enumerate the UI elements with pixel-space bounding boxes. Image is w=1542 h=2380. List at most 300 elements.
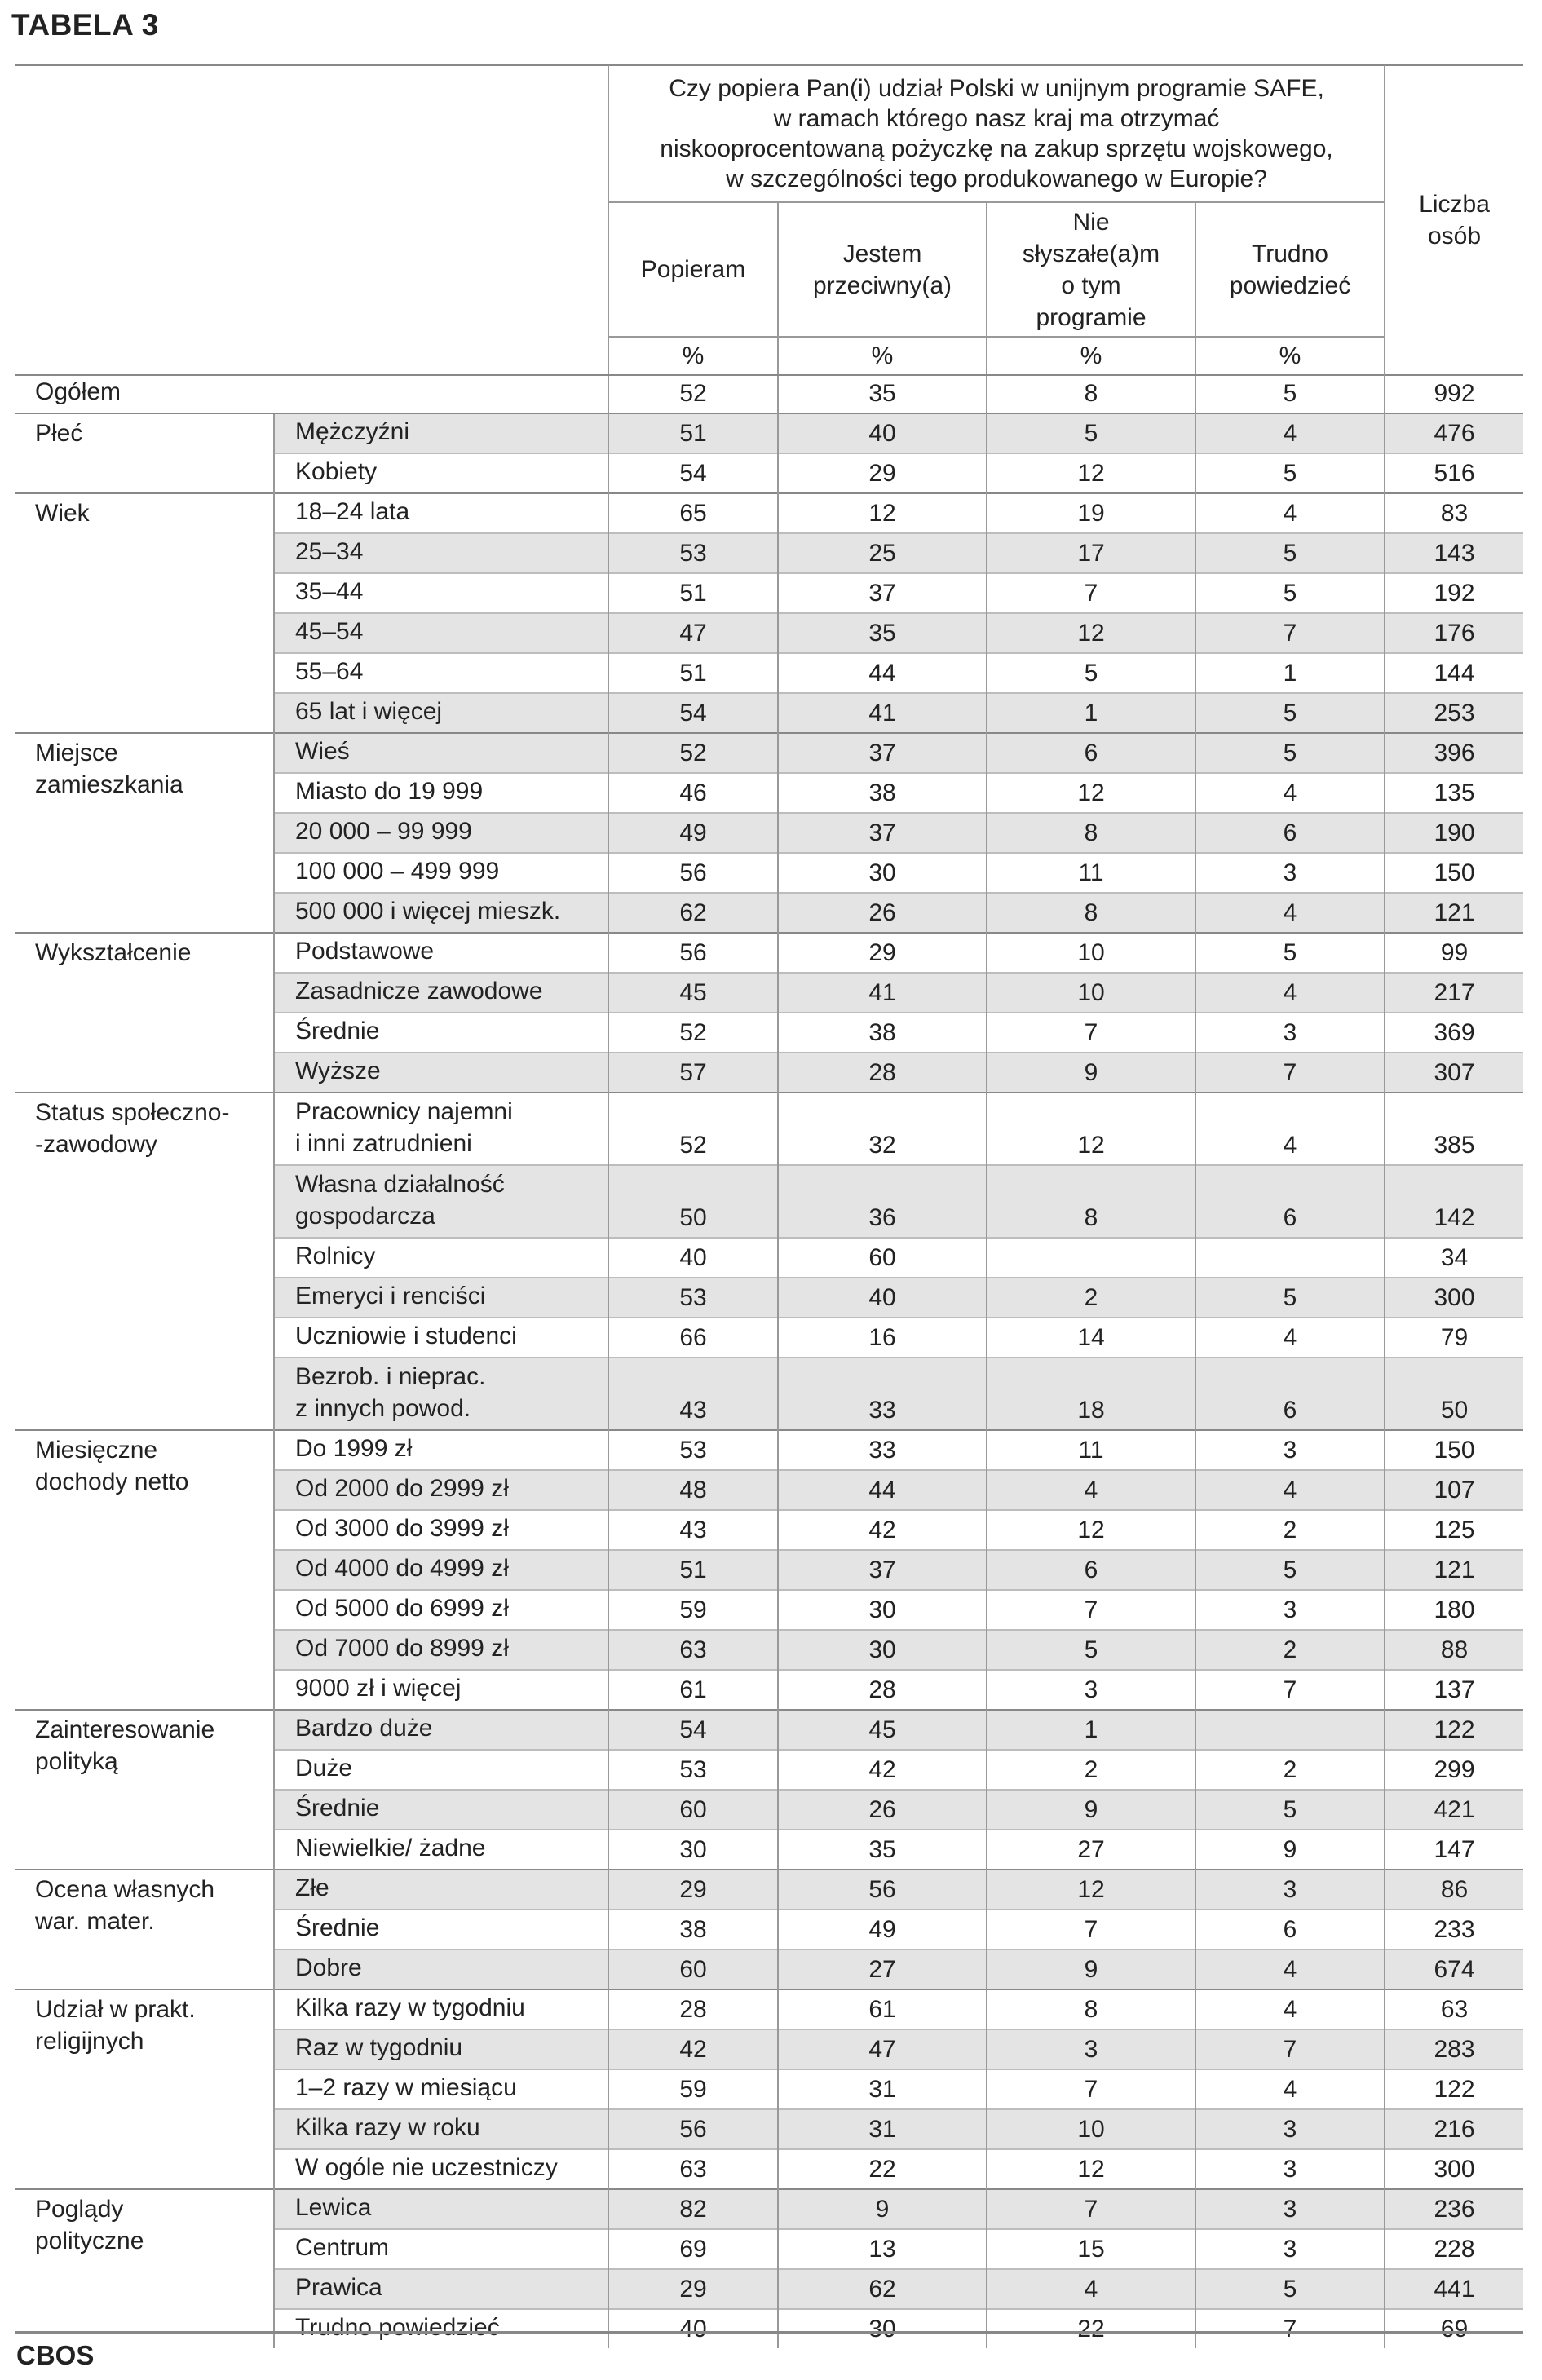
table-cell: 7: [1195, 1053, 1385, 1093]
row-label: [274, 2109, 608, 2149]
table-cell: 7: [987, 573, 1195, 613]
row-label-line: Duże: [295, 1755, 353, 1782]
row-label-line: 35–44: [295, 578, 364, 605]
row-label-line: Kilka razy w tygodniu: [295, 1994, 525, 2021]
row-label-line: Pracownicy najemni: [295, 1098, 513, 1125]
group-label-line: polityczne: [35, 2228, 144, 2254]
table-cell: 18: [987, 1358, 1195, 1430]
table-cell: 36: [778, 1165, 987, 1238]
table-cell: 233: [1385, 1910, 1523, 1949]
table-cell: 50: [608, 1165, 778, 1238]
table-cell: 54: [608, 1710, 778, 1750]
table-cell: 51: [608, 413, 778, 453]
table-cell: 50: [1385, 1358, 1523, 1430]
table-cell: 82: [608, 2189, 778, 2229]
group-label-line: zamieszkania: [35, 771, 183, 798]
row-label: [274, 813, 608, 853]
table-cell: 10: [987, 2109, 1195, 2149]
group-label-line: polityką: [35, 1748, 118, 1775]
table-cell: 283: [1385, 2029, 1523, 2069]
table-cell: 54: [608, 453, 778, 493]
table-cell: 42: [778, 1510, 987, 1550]
header-text: przeciwny(a): [812, 272, 952, 299]
row-label-line: Własna działalność: [295, 1171, 505, 1198]
table-cell: 8: [987, 1165, 1195, 1238]
group-label: [15, 1093, 274, 1430]
table-cell: [1195, 1710, 1385, 1750]
row-label: [274, 2029, 608, 2069]
table-cell: 79: [1385, 1318, 1523, 1358]
group-label: [15, 413, 274, 493]
table-cell: 29: [778, 453, 987, 493]
table-cell: 9: [987, 1053, 1195, 1093]
table-cell: 122: [1385, 2069, 1523, 2109]
table-cell: 57: [608, 1053, 778, 1093]
table-cell: 10: [987, 973, 1195, 1013]
table-cell: 6: [1195, 1910, 1385, 1949]
row-label-line: Wyższe: [295, 1058, 381, 1084]
header-text: Jestem: [842, 240, 922, 267]
table-cell: 44: [778, 1470, 987, 1510]
table-cell: 60: [778, 1238, 987, 1278]
row-label: [274, 1830, 608, 1870]
table-cell: 51: [608, 1550, 778, 1590]
table-cell: 12: [987, 2149, 1195, 2189]
table-cell: 14: [987, 1318, 1195, 1358]
group-label-line: dochody netto: [35, 1468, 189, 1495]
table-row: [15, 1870, 1523, 1910]
table-cell: 180: [1385, 1590, 1523, 1630]
table-cell: 5: [1195, 1278, 1385, 1318]
table-cell: 44: [778, 653, 987, 693]
row-label-line: 20 000 – 99 999: [295, 818, 472, 845]
row-label: [274, 1949, 608, 1989]
group-label-line: Udział w prakt.: [35, 1996, 196, 2023]
table-cell: 31: [778, 2109, 987, 2149]
row-label: [274, 1470, 608, 1510]
row-label: [274, 1590, 608, 1630]
bottom-rule: [15, 2331, 1523, 2334]
row-label-line: Uczniowie i studenci: [295, 1322, 517, 1349]
table-cell: 53: [608, 1278, 778, 1318]
table-cell: 33: [778, 1430, 987, 1470]
table-cell: 7: [1195, 1670, 1385, 1710]
table-cell: 135: [1385, 773, 1523, 813]
table-cell: 7: [987, 2069, 1195, 2109]
source-label: CBOS: [16, 2340, 95, 2370]
row-label: [274, 1750, 608, 1790]
row-label-line: 9000 zł i więcej: [295, 1675, 462, 1702]
table-cell: 2: [1195, 1510, 1385, 1550]
table-cell: 47: [608, 613, 778, 653]
table-cell: 3: [987, 1670, 1195, 1710]
row-label-line: Prawica: [295, 2274, 382, 2301]
table-cell: 22: [778, 2149, 987, 2189]
table-cell: 147: [1385, 1830, 1523, 1870]
row-label-line: Od 4000 do 4999 zł: [295, 1555, 509, 1582]
row-label: [274, 493, 608, 533]
table-cell: 8: [987, 893, 1195, 933]
row-label: [274, 773, 608, 813]
table-cell: 47: [778, 2029, 987, 2069]
row-label: [274, 1053, 608, 1093]
table-cell: 63: [608, 1630, 778, 1670]
group-label: [15, 1989, 274, 2189]
table-cell: 11: [987, 853, 1195, 893]
table-cell: 369: [1385, 1013, 1523, 1053]
header-text: Liczba: [1419, 190, 1490, 218]
table-cell: [1195, 1238, 1385, 1278]
table-cell: 2: [1195, 1750, 1385, 1790]
row-label-line: 25–34: [295, 538, 364, 565]
header-text: osób: [1428, 222, 1482, 249]
row-label-line: Złe: [295, 1874, 329, 1901]
table-cell: 6: [987, 1550, 1195, 1590]
table-cell: 6: [987, 733, 1195, 773]
row-label-line: Miasto do 19 999: [295, 778, 484, 805]
row-label: [274, 2069, 608, 2109]
table-cell: 52: [608, 733, 778, 773]
header-text: Popieram: [640, 256, 746, 283]
table-cell: 61: [608, 1670, 778, 1710]
table-cell: 40: [778, 413, 987, 453]
table-cell: 4: [1195, 413, 1385, 453]
row-label: [274, 533, 608, 573]
table-cell: 86: [1385, 1870, 1523, 1910]
table-cell: 385: [1385, 1093, 1523, 1165]
row-label: [274, 2189, 608, 2229]
row-label: [274, 1790, 608, 1830]
table-cell: 46: [608, 773, 778, 813]
table-cell: 41: [778, 693, 987, 733]
table-cell: 27: [987, 1830, 1195, 1870]
table-cell: 49: [778, 1910, 987, 1949]
header-text: o tym: [1061, 272, 1121, 299]
row-label: [274, 413, 608, 453]
table-cell: 99: [1385, 933, 1523, 973]
table-cell: 5: [1195, 2269, 1385, 2309]
row-label-line: 65 lat i więcej: [295, 698, 443, 725]
table-cell: 4: [1195, 1949, 1385, 1989]
table-cell: 32: [778, 1093, 987, 1165]
group-label: [15, 933, 274, 1093]
row-label: [274, 573, 608, 613]
question-line: Czy popiera Pan(i) udział Polski w unijnym programie SAFE,: [669, 74, 1324, 102]
table-cell: 30: [778, 853, 987, 893]
table-cell: 5: [987, 1630, 1195, 1670]
table-cell: 3: [987, 2029, 1195, 2069]
table-cell: 674: [1385, 1949, 1523, 1989]
row-label: [274, 2309, 608, 2348]
table-cell: 38: [778, 773, 987, 813]
table-cell: 8: [987, 1989, 1195, 2029]
table-cell: 29: [608, 1870, 778, 1910]
table-cell: 30: [608, 1830, 778, 1870]
table-cell: 41: [778, 973, 987, 1013]
table-cell: 56: [778, 1870, 987, 1910]
table-cell: 9: [1195, 1830, 1385, 1870]
table-cell: 3: [1195, 853, 1385, 893]
row-label: [274, 1710, 608, 1750]
table-cell: 3: [1195, 2229, 1385, 2269]
table-cell: 35: [778, 613, 987, 653]
table-cell: 4: [1195, 1318, 1385, 1358]
row-label: [274, 453, 608, 493]
table-cell: 43: [608, 1358, 778, 1430]
question-line: w ramach którego nasz kraj ma otrzymać: [773, 104, 1220, 132]
row-label-line: Od 2000 do 2999 zł: [295, 1475, 509, 1502]
table-cell: 3: [1195, 1590, 1385, 1630]
table-cell: 9: [987, 1949, 1195, 1989]
table-cell: 992: [1385, 375, 1523, 413]
column-header-not-heard: [987, 202, 1195, 337]
table-row: [15, 733, 1523, 773]
row-label: [274, 893, 608, 933]
table-cell: 30: [778, 2309, 987, 2348]
table-cell: 1: [987, 1710, 1195, 1750]
table-cell: 59: [608, 2069, 778, 2109]
table-cell: 421: [1385, 1790, 1523, 1830]
table-cell: 35: [778, 1830, 987, 1870]
group-label-line: Miesięczne: [35, 1437, 158, 1464]
table-row: [15, 1989, 1523, 2029]
row-label-line: Średnie: [295, 1795, 380, 1821]
table-cell: 28: [608, 1989, 778, 2029]
table-cell: 4: [1195, 1093, 1385, 1165]
table-row: [15, 413, 1523, 453]
table-cell: 35: [778, 375, 987, 413]
table-cell: 5: [1195, 693, 1385, 733]
row-label-line: Rolnicy: [295, 1243, 376, 1269]
table-cell: 253: [1385, 693, 1523, 733]
row-label: [274, 613, 608, 653]
percent-label: %: [1195, 337, 1385, 375]
header-text: słyszałe(a)m: [1022, 240, 1160, 267]
table-cell: 216: [1385, 2109, 1523, 2149]
table-cell: 9: [987, 1790, 1195, 1830]
row-label: [274, 973, 608, 1013]
table-cell: 37: [778, 733, 987, 773]
table-cell: 40: [608, 2309, 778, 2348]
table-cell: 1: [987, 693, 1195, 733]
table-cell: 125: [1385, 1510, 1523, 1550]
table-cell: 6: [1195, 1165, 1385, 1238]
row-label-line: Zasadnicze zawodowe: [295, 978, 543, 1005]
table-cell: 228: [1385, 2229, 1523, 2269]
row-label: [274, 2269, 608, 2309]
header-text: powiedzieć: [1229, 272, 1351, 299]
table-cell: [987, 1238, 1195, 1278]
row-label-line: Raz w tygodniu: [295, 2034, 463, 2061]
row-label-line: Emeryci i renciści: [295, 1283, 486, 1309]
table-cell: 13: [778, 2229, 987, 2269]
table-cell: 69: [608, 2229, 778, 2269]
table-cell: 30: [778, 1590, 987, 1630]
column-header-against: [778, 202, 987, 337]
group-label-line: war. mater.: [35, 1908, 155, 1935]
row-label-line: Podstawowe: [295, 938, 435, 965]
table-cell: 12: [987, 1093, 1195, 1165]
row-label-line: 500 000 i więcej mieszk.: [295, 898, 561, 925]
table-cell: 56: [608, 853, 778, 893]
row-label-line: Dobre: [295, 1954, 362, 1981]
table-cell: 61: [778, 1989, 987, 2029]
row-label: [274, 1630, 608, 1670]
group-label-line: Zainteresowanie: [35, 1716, 215, 1743]
row-label-line: Do 1999 zł: [295, 1435, 413, 1462]
table-cell: 4: [1195, 1989, 1385, 2029]
row-label: [274, 1165, 608, 1238]
group-label-line: religijnych: [35, 2028, 144, 2055]
table-cell: 12: [987, 613, 1195, 653]
table-cell: 5: [1195, 1550, 1385, 1590]
table-cell: 4: [1195, 493, 1385, 533]
row-label: [274, 1910, 608, 1949]
group-label-line: Wykształcenie: [35, 939, 192, 966]
table-cell: 9: [778, 2189, 987, 2229]
table-cell: 137: [1385, 1670, 1523, 1710]
table-cell: 1: [1195, 653, 1385, 693]
group-label: [15, 493, 274, 733]
table-cell: 190: [1385, 813, 1523, 853]
table-cell: 516: [1385, 453, 1523, 493]
table-cell: 142: [1385, 1165, 1523, 1238]
row-label: [274, 1278, 608, 1318]
table-cell: 5: [987, 653, 1195, 693]
row-label-line: z innych powod.: [295, 1395, 471, 1422]
row-label: [274, 653, 608, 693]
table-title: TABELA 3: [11, 8, 159, 42]
row-label-line: Od 7000 do 8999 zł: [295, 1635, 509, 1662]
row-label-line: Średnie: [295, 1914, 380, 1941]
row-label-line: Wieś: [295, 738, 350, 765]
table-cell: 396: [1385, 733, 1523, 773]
table-cell: 6: [1195, 1358, 1385, 1430]
table-cell: 25: [778, 533, 987, 573]
total-row: [15, 375, 1523, 413]
table-cell: 476: [1385, 413, 1523, 453]
table-cell: 60: [608, 1790, 778, 1830]
table-cell: 7: [1195, 2309, 1385, 2348]
table-cell: 7: [987, 1013, 1195, 1053]
table-cell: 217: [1385, 973, 1523, 1013]
table-cell: 53: [608, 1430, 778, 1470]
table-cell: 49: [608, 813, 778, 853]
table-cell: 16: [778, 1318, 987, 1358]
row-label: [274, 1510, 608, 1550]
table-cell: 45: [608, 973, 778, 1013]
table-cell: 31: [778, 2069, 987, 2109]
table-body: [15, 375, 1523, 2348]
table-cell: 5: [1195, 573, 1385, 613]
row-label-line: 45–54: [295, 618, 364, 645]
table-cell: 11: [987, 1430, 1195, 1470]
table-cell: 52: [608, 1013, 778, 1053]
table-cell: 441: [1385, 2269, 1523, 2309]
table-cell: 150: [1385, 1430, 1523, 1470]
table-cell: 12: [987, 453, 1195, 493]
table-cell: 6: [1195, 813, 1385, 853]
table-row: [15, 493, 1523, 533]
row-label: [274, 1093, 608, 1165]
row-label-line: Bardzo duże: [295, 1715, 433, 1742]
table-cell: 53: [608, 1750, 778, 1790]
table-cell: 4: [1195, 2069, 1385, 2109]
table-cell: 5: [1195, 933, 1385, 973]
table-cell: 52: [608, 1093, 778, 1165]
table-cell: 28: [778, 1053, 987, 1093]
table-cell: 29: [608, 2269, 778, 2309]
table-cell: 12: [987, 773, 1195, 813]
row-label-line: gospodarcza: [295, 1203, 435, 1230]
table-cell: 176: [1385, 613, 1523, 653]
table-cell: 29: [778, 933, 987, 973]
row-label-line: Trudno powiedzieć: [295, 2314, 500, 2341]
group-label-line: Ocena własnych: [35, 1876, 215, 1903]
table-cell: 3: [1195, 2149, 1385, 2189]
table-cell: 12: [987, 1870, 1195, 1910]
table-cell: 27: [778, 1949, 987, 1989]
group-label-line: Wiek: [35, 500, 90, 527]
table-cell: 66: [608, 1318, 778, 1358]
table-cell: 56: [608, 933, 778, 973]
question-header: [608, 65, 1385, 202]
table-cell: 5: [1195, 453, 1385, 493]
header-text: Nie: [1072, 208, 1110, 236]
table-cell: 69: [1385, 2309, 1523, 2348]
table-cell: 42: [608, 2029, 778, 2069]
table-cell: 3: [1195, 1430, 1385, 1470]
table-cell: 42: [778, 1750, 987, 1790]
table-cell: 7: [987, 2189, 1195, 2229]
table-cell: 40: [778, 1278, 987, 1318]
table-cell: 38: [608, 1910, 778, 1949]
header-text: Trudno: [1252, 240, 1328, 267]
group-label: [15, 733, 274, 933]
table-cell: 37: [778, 1550, 987, 1590]
question-line: w szczególności tego produkowanego w Europie?: [726, 165, 1267, 192]
row-label-line: 18–24 lata: [295, 498, 410, 525]
table-cell: 5: [1195, 733, 1385, 773]
row-label-line: i inni zatrudnieni: [295, 1130, 472, 1157]
row-label-line: Kobiety: [295, 458, 378, 485]
table-cell: 7: [987, 1590, 1195, 1630]
table-cell: 63: [1385, 1989, 1523, 2029]
table-cell: 38: [778, 1013, 987, 1053]
column-header-hard-to-say: [1195, 202, 1385, 337]
row-label: [274, 733, 608, 773]
group-label: [15, 1870, 274, 1989]
row-label-line: Mężczyźni: [295, 418, 410, 445]
header-text: programie: [1036, 303, 1147, 331]
table-cell: 2: [987, 1278, 1195, 1318]
table-cell: 144: [1385, 653, 1523, 693]
row-label-line: W ogóle nie uczestniczy: [295, 2154, 558, 2181]
table-cell: 26: [778, 1790, 987, 1830]
percent-label: %: [778, 337, 987, 375]
table-cell: 4: [1195, 973, 1385, 1013]
group-label-line: Płeć: [35, 420, 83, 447]
table-cell: 34: [1385, 1238, 1523, 1278]
row-label: [274, 853, 608, 893]
table-cell: 83: [1385, 493, 1523, 533]
table-row: [15, 1710, 1523, 1750]
percent-label: %: [608, 337, 778, 375]
table-row: [15, 933, 1523, 973]
table-cell: 150: [1385, 853, 1523, 893]
table-cell: 5: [1195, 375, 1385, 413]
table-cell: 43: [608, 1510, 778, 1550]
